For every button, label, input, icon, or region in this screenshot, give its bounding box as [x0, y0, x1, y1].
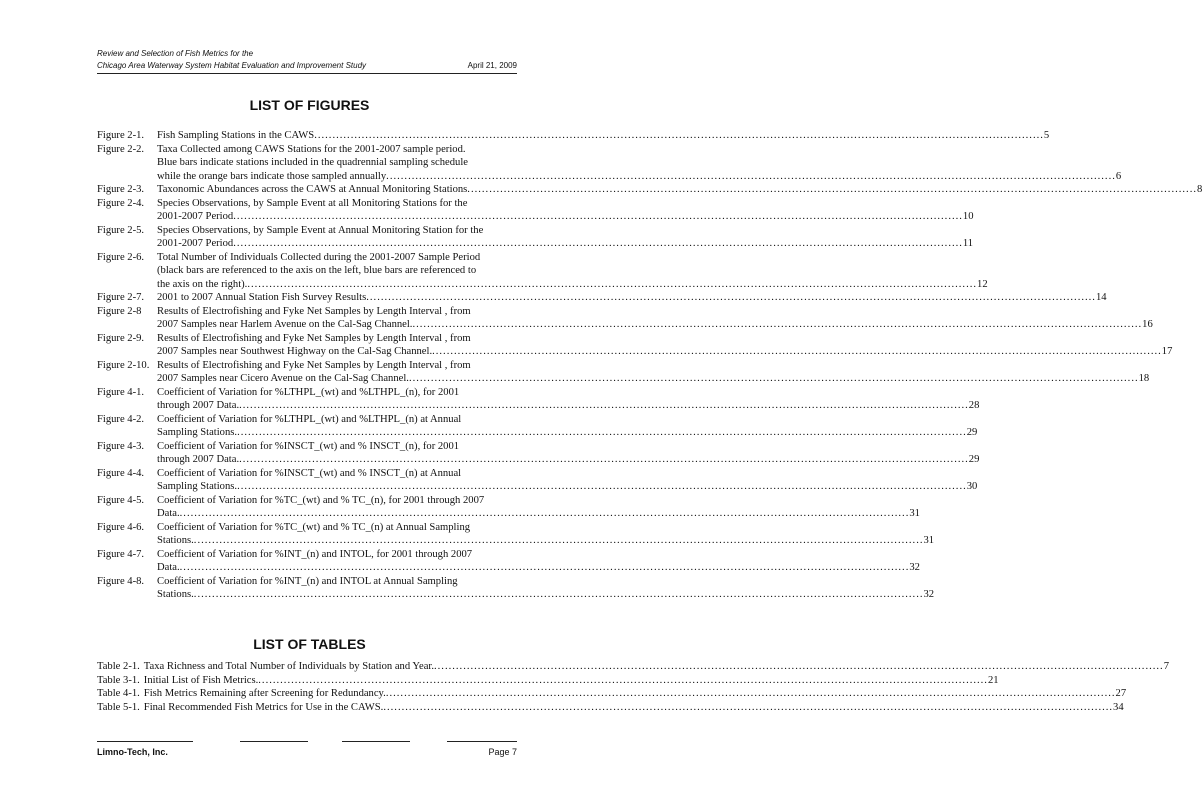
figure-label: Figure 4-3.: [97, 440, 145, 452]
table-caption-line: [97, 701, 1124, 715]
figure-page-number: 17: [1161, 346, 1173, 357]
figure-page-number: 31: [909, 508, 920, 519]
figure-caption-line: [157, 170, 1122, 184]
figure-caption-text: 2007 Samples near Cicero Avenue on the Cal-Sag Channel.: [157, 373, 409, 384]
figure-page-number: 18: [1138, 373, 1150, 384]
figure-caption-line: [157, 332, 517, 346]
figure-caption-text: Sampling Stations.: [157, 427, 238, 438]
figure-caption-line: [157, 251, 517, 265]
figure-caption-text: Taxa Collected among CAWS Stations for the 2001-2007 sample period.: [157, 143, 466, 155]
figure-caption-text: Coefficient of Variation for %INSCT_(wt) and % INSCT_(n), for 2001: [157, 440, 460, 452]
figure-entry[interactable]: [97, 305, 1153, 332]
figure-page-number: 31: [923, 535, 935, 546]
figure-caption-text: Results of Electrofishing and Fyke Net Samples by Length Interval , from: [157, 332, 471, 344]
figure-caption-line: [157, 264, 517, 278]
figure-caption-text: Coefficient of Variation for %INT_(n) and INTOL, for 2001 through 2007: [157, 548, 473, 560]
figure-caption-text: Sampling Stations.: [157, 481, 238, 492]
figure-entry[interactable]: [97, 224, 974, 251]
figure-caption-line: [157, 561, 920, 575]
figure-label: Figure 2-7.: [97, 292, 145, 303]
dot-leader: ........................................................................................................................................................................................................: [179, 562, 910, 573]
figure-caption-line: [157, 197, 517, 211]
figure-caption-line: [157, 345, 1173, 359]
figure-page-number: 30: [966, 481, 978, 492]
dot-leader: ........................................................................................................................................................................................................: [408, 373, 1139, 384]
figure-caption-line: [157, 426, 978, 440]
header-rule: [97, 73, 517, 74]
figure-caption-line: [157, 480, 978, 494]
figure-label: Figure 2-4.: [97, 197, 145, 209]
running-header: [97, 48, 517, 72]
table-caption-text: Taxa Richness and Total Number of Individuals by Station and Year.: [143, 661, 434, 672]
figure-caption-line: [157, 467, 517, 481]
figure-caption-line: [157, 588, 935, 602]
dot-leader: ........................................................................................................................................................................................................: [237, 427, 967, 438]
footer-page-number: Page 7: [488, 747, 517, 757]
figure-page-number: 8: [1196, 184, 1202, 195]
figure-caption-line: [157, 278, 988, 292]
figure-caption-line: [157, 386, 517, 400]
list-of-tables: [97, 660, 1169, 714]
figure-page-number: 14: [1095, 292, 1107, 303]
figure-caption-text: 2007 Samples near Harlem Avenue on the Cal-Sag Channel.: [157, 319, 413, 330]
dot-leader: ........................................................................................................................................................................................................: [258, 674, 988, 686]
figure-caption-line: [157, 440, 517, 454]
figure-entry[interactable]: [97, 183, 1202, 197]
figure-caption-text: Blue bars indicate stations included in the quadrennial sampling schedule: [157, 157, 468, 168]
footer-rule: [240, 741, 308, 742]
table-caption-text: Final Recommended Fish Metrics for Use in the CAWS.: [143, 701, 384, 713]
figure-caption-text: Stations.: [157, 589, 194, 600]
table-caption-text: Initial List of Fish Metrics.: [143, 674, 259, 686]
figure-caption-text: through 2007 Data.: [157, 400, 240, 411]
table-page-number: 7: [1163, 661, 1169, 672]
figure-caption-text: Results of Electrofishing and Fyke Net Samples by Length Interval , from: [157, 305, 471, 317]
table-caption-line: [97, 687, 1127, 701]
figure-caption-line: [157, 224, 517, 238]
figure-label: Figure 4-6.: [97, 521, 145, 533]
list-of-tables-heading: LIST OF TABLES: [253, 636, 366, 652]
figure-caption-line: [157, 359, 517, 373]
table-entry[interactable]: [97, 674, 999, 688]
figure-label: Figure 2-1.: [97, 130, 145, 141]
dot-leader: ........................................................................................................................................................................................................: [434, 661, 1164, 672]
figure-caption-line: [157, 291, 1107, 305]
dot-leader: ........................................................................................................................................................................................................: [193, 589, 924, 600]
figure-caption-line: [157, 372, 1150, 386]
figure-caption-text: 2001 to 2007 Annual Station Fish Survey Results: [157, 292, 367, 303]
figure-entry[interactable]: [97, 521, 935, 548]
figure-label: Figure 2-5.: [97, 224, 145, 236]
figure-caption-line: [157, 494, 517, 508]
dot-leader: ........................................................................................................................................................................................................: [233, 238, 963, 249]
figure-page-number: 12: [977, 278, 988, 290]
dot-leader: ........................................................................................................................................................................................................: [366, 292, 1096, 303]
figure-entry[interactable]: [97, 291, 1107, 305]
figure-caption-text: Coefficient of Variation for %INT_(n) and INTOL at Annual Sampling: [157, 575, 458, 587]
figure-page-number: 10: [962, 211, 974, 222]
figure-caption-line: [157, 575, 517, 589]
figure-caption-line: [157, 237, 974, 251]
figure-caption-line: [157, 156, 517, 170]
figure-caption-text: Species Observations, by Sample Event at Annual Monitoring Station for the: [157, 224, 484, 236]
figure-label: Figure 2-10.: [97, 359, 150, 371]
figure-caption-text: 2001-2007 Period: [157, 211, 234, 222]
table-label: Table 2-1.: [97, 661, 140, 672]
dot-leader: ........................................................................................................................................................................................................: [239, 454, 969, 465]
header-title-line-2: Chicago Area Waterway System Habitat Evaluation and Improvement Study: [97, 61, 367, 70]
figure-caption-line: [157, 183, 1202, 197]
figure-caption-text: (black bars are referenced to the axis on the left, blue bars are referenced to: [157, 265, 477, 276]
figure-caption-line: [157, 534, 935, 548]
table-page-number: 27: [1115, 688, 1127, 699]
figure-entry[interactable]: [97, 386, 980, 413]
figure-entry[interactable]: [97, 332, 1173, 359]
figure-caption-line: [157, 305, 517, 319]
dot-leader: ........................................................................................................................................................................................................: [432, 346, 1162, 357]
dot-leader: ........................................................................................................................................................................................................: [467, 184, 1197, 195]
figure-entry[interactable]: [97, 494, 920, 521]
figure-caption-text: Taxonomic Abundances across the CAWS at Annual Monitoring Stations: [157, 184, 468, 195]
dot-leader: ........................................................................................................................................................................................................: [179, 508, 910, 519]
figure-caption-text: 2007 Samples near Southwest Highway on the Cal-Sag Channel.: [157, 346, 433, 357]
figure-caption-text: Fish Sampling Stations in the CAWS: [157, 130, 315, 141]
figure-entry[interactable]: [97, 548, 920, 575]
figure-label: Figure 4-1.: [97, 386, 145, 398]
figure-caption-text: 2001-2007 Period: [157, 238, 234, 249]
footer-rule: [97, 741, 193, 742]
figure-caption-text: while the orange bars indicate those sampled annually: [157, 170, 387, 182]
figure-caption-text: Stations.: [157, 535, 194, 546]
figure-entry[interactable]: [97, 413, 978, 440]
figure-label: Figure 4-7.: [97, 548, 145, 560]
figure-entry[interactable]: [97, 467, 978, 494]
figure-caption-text: Results of Electrofishing and Fyke Net Samples by Length Interval , from: [157, 359, 471, 371]
figure-caption-text: Coefficient of Variation for %TC_(wt) and % TC_(n), for 2001 through 2007: [157, 494, 485, 506]
header-title-line-1: Review and Selection of Fish Metrics for the: [97, 49, 254, 58]
dot-leader: ........................................................................................................................................................................................................: [239, 400, 969, 411]
list-of-figures-heading: LIST OF FIGURES: [249, 97, 370, 113]
table-label: Table 5-1.: [97, 701, 140, 713]
figure-caption-line: [157, 129, 1050, 143]
table-entry[interactable]: [97, 687, 1127, 701]
dot-leader: ........................................................................................................................................................................................................: [383, 701, 1114, 713]
dot-leader: ........................................................................................................................................................................................................: [233, 211, 963, 222]
figure-caption-text: Data.: [157, 562, 180, 573]
figure-caption-text: Coefficient of Variation for %TC_(wt) and % TC_(n) at Annual Sampling: [157, 521, 471, 533]
figure-label: Figure 4-2.: [97, 413, 145, 425]
figure-caption-text: Species Observations, by Sample Event at all Monitoring Stations for the: [157, 197, 468, 209]
dot-leader: ........................................................................................................................................................................................................: [386, 170, 1116, 182]
figure-page-number: 5: [1043, 130, 1050, 141]
figure-page-number: 11: [962, 238, 974, 249]
figure-page-number: 29: [968, 454, 980, 465]
header-date: April 21, 2009: [467, 61, 517, 70]
table-caption-text: Fish Metrics Remaining after Screening for Redundancy.: [143, 688, 386, 699]
figure-caption-text: Coefficient of Variation for %LTHPL_(wt) and %LTHPL_(n), for 2001: [157, 386, 460, 398]
figure-entry[interactable]: [97, 197, 974, 224]
figure-caption-text: Coefficient of Variation for %LTHPL_(wt) and %LTHPL_(n) at Annual: [157, 413, 462, 425]
figure-page-number: 6: [1115, 170, 1122, 182]
table-label: Table 4-1.: [97, 688, 140, 699]
figure-label: Figure 2-8: [97, 305, 142, 317]
figure-label: Figure 2-6.: [97, 251, 145, 263]
figure-caption-line: [157, 507, 920, 521]
table-page-number: 34: [1113, 701, 1124, 713]
dot-leader: ........................................................................................................................................................................................................: [237, 481, 967, 492]
figure-page-number: 32: [923, 589, 935, 600]
table-entry[interactable]: [97, 701, 1124, 715]
figure-caption-line: [157, 143, 517, 157]
figure-caption-line: [157, 210, 974, 224]
figure-caption-text: Data.: [157, 508, 180, 519]
figure-caption-text: Total Number of Individuals Collected during the 2001-2007 Sample Period: [157, 251, 481, 263]
table-caption-line: [97, 674, 999, 688]
figure-entry[interactable]: [97, 129, 1050, 143]
page-footer: [97, 741, 517, 761]
dot-leader: ........................................................................................................................................................................................................: [385, 688, 1116, 699]
figure-label: Figure 2-3.: [97, 184, 145, 195]
dot-leader: ........................................................................................................................................................................................................: [314, 130, 1044, 141]
figure-caption-line: [157, 399, 980, 413]
dot-leader: ........................................................................................................................................................................................................: [247, 278, 978, 290]
figure-label: Figure 2-2.: [97, 143, 145, 155]
figure-page-number: 32: [909, 562, 920, 573]
footer-rule: [447, 741, 517, 742]
figure-caption-text: the axis on the right).: [157, 278, 248, 290]
dot-leader: ........................................................................................................................................................................................................: [412, 319, 1143, 330]
footer-rule: [342, 741, 410, 742]
figure-caption-line: [157, 453, 980, 467]
figure-label: Figure 4-4.: [97, 467, 145, 479]
figure-entry[interactable]: [97, 143, 1122, 184]
figure-label: Figure 4-5.: [97, 494, 145, 506]
figure-entry[interactable]: [97, 575, 935, 602]
figure-caption-text: Coefficient of Variation for %INSCT_(wt) and % INSCT_(n) at Annual: [157, 467, 462, 479]
dot-leader: ........................................................................................................................................................................................................: [193, 535, 924, 546]
figure-caption-line: [157, 548, 517, 562]
figure-caption-text: through 2007 Data.: [157, 454, 240, 465]
figure-label: Figure 2-9.: [97, 332, 145, 344]
figure-label: Figure 4-8.: [97, 575, 145, 587]
figure-page-number: 29: [966, 427, 978, 438]
table-entry[interactable]: [97, 660, 1169, 674]
figure-entry[interactable]: [97, 440, 980, 467]
list-of-figures: [97, 129, 1202, 602]
footer-company: Limno-Tech, Inc.: [97, 747, 168, 757]
figure-caption-line: [157, 521, 517, 535]
figure-caption-line: [157, 318, 1153, 332]
figure-caption-line: [157, 413, 517, 427]
figure-entry[interactable]: [97, 359, 1150, 386]
table-caption-line: [97, 660, 1169, 674]
figure-entry[interactable]: [97, 251, 988, 292]
table-label: Table 3-1.: [97, 674, 140, 686]
figure-page-number: 28: [968, 400, 980, 411]
figure-page-number: 16: [1142, 319, 1153, 330]
table-page-number: 21: [987, 674, 999, 686]
